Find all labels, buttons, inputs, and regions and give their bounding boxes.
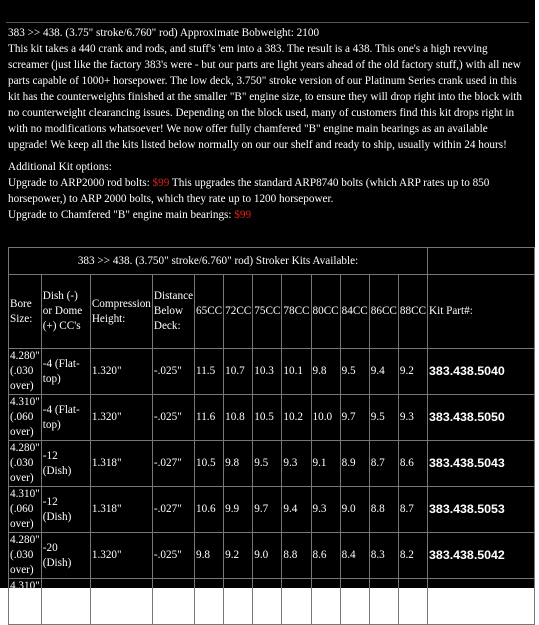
header-78cc: 78CC [282,275,311,349]
compression-height-cell: 1.318" [90,487,152,533]
compression-ratio-cell: 10.7 [224,349,253,395]
table-row [9,349,535,395]
header-88cc: 88CC [398,275,427,349]
compression-ratio-cell: 9.8 [224,441,253,487]
compression-ratio-cell: 9.5 [340,349,369,395]
compression-ratio-cell: 10.3 [253,349,282,395]
kits-table [8,247,535,625]
kit-part-number: 383.438.5052 [428,579,535,625]
bearings-option [8,207,527,223]
options-title: Additional Kit options: [8,161,112,173]
compression-ratio-cell: 9.0 [253,533,282,579]
header-distance: Distance Below Deck: [152,275,194,349]
compression-ratio-cell: 10.6 [195,487,224,533]
compression-ratio-cell: 9.1 [311,441,340,487]
compression-ratio-cell: 9.3 [282,441,311,487]
compression-ratio-cell: 10.2 [282,395,311,441]
compression-height-cell: 1.320" [90,533,152,579]
compression-ratio-cell: 10.8 [224,395,253,441]
bore-size-cell: 4.310" (.060 over) [9,395,42,441]
compression-ratio-cell: 9.2 [398,349,427,395]
compression-height-cell: 1.320" [90,395,152,441]
table-row [9,441,535,487]
compression-ratio-cell: 9.3 [398,395,427,441]
dish-cell: -4 (Flat-top) [41,349,90,395]
header-72cc: 72CC [224,275,253,349]
header-part: Kit Part#: [428,275,535,349]
compression-ratio-cell: 11.6 [195,395,224,441]
compression-ratio-cell: 9.4 [369,349,398,395]
compression-ratio-cell: 9.0 [340,487,369,533]
top-spacer [6,0,529,22]
rod-bolts-label: Upgrade to ARP2000 rod bolts: [8,177,153,189]
bore-size-cell: 4.280" (.030 over) [9,441,42,487]
table-row [9,579,535,625]
dish-cell: -4 (Flat-top) [41,395,90,441]
table-row [9,487,535,533]
rod-bolts-option [8,175,527,207]
table-caption: 383 >> 438. (3.750" stroke/6.760" rod) Stroker Kits Available: [9,248,428,275]
kit-heading: 383 >> 438. (3.75" stroke/6.760" rod) Approximate Bobweight: 2100 [8,27,320,39]
deck-distance-cell: -.027" [152,487,194,533]
bearings-price: $99 [234,209,252,221]
compression-ratio-cell: 10.1 [282,349,311,395]
compression-ratio-cell: 9.1 [253,579,282,625]
bore-size-cell: 4.280" (.030 over) [9,349,42,395]
kit-part-number: 383.438.5053 [428,487,535,533]
compression-ratio-cell: 8.3 [398,579,427,625]
compression-ratio-cell: 9.2 [224,533,253,579]
deck-distance-cell: -.025" [152,533,194,579]
compression-ratio-cell: 8.6 [398,441,427,487]
kit-part-number: 383.438.5043 [428,441,535,487]
compression-height-cell: 1.318" [90,441,152,487]
kits-table-wrapper [0,247,535,625]
compression-ratio-cell: 8.7 [369,441,398,487]
compression-ratio-cell: 8.7 [398,487,427,533]
compression-ratio-cell: 9.9 [195,579,224,625]
header-80cc: 80CC [311,275,340,349]
compression-ratio-cell: 10.5 [195,441,224,487]
compression-ratio-cell: 9.5 [253,441,282,487]
rod-bolts-detail: This upgrades the standard ARP8740 bolts (which ARP rates up to 850 horsepower,) to ARP 2000 bolts, which they rate up to 1200 horsepower. [8,177,490,205]
compression-ratio-cell: 8.8 [282,533,311,579]
caption-blank-cell [428,248,535,275]
bore-size-cell: 4.310" (.060 over) [9,487,42,533]
deck-distance-cell: -.025" [152,395,194,441]
bore-size-cell: 4.280" (.030 over) [9,533,42,579]
table-row [9,395,535,441]
compression-ratio-cell: 8.8 [369,487,398,533]
compression-ratio-cell: 9.8 [195,533,224,579]
compression-height-cell: 1.320" [90,579,152,625]
bearings-label: Upgrade to Chamfered "B" engine main bearings: [8,209,235,221]
additional-options [0,159,535,223]
dish-cell: -20 (Dish) [41,533,90,579]
kit-description: This kit takes a 440 crank and rods, and stuff's 'em into a 383. The result is a 438. This one's a high revving screamer (just like the factory 383's were - but our parts are light years ahead of the old factory stuff,) with all new parts capable of 1000+ horsepower. The low deck, 3.750" stroke version of our Platinum Series crank used in this kit has the counterweights finished at the smaller "B" engine size, to ensure they will drop right into the block with no counterweight clearancing issues. Depending on the block used, many of customers find this kit drops right in with no modifications whatsoever! We now offer fully chamfered "B" engine main bearings as an available upgrade! We keep all the kits listed below normally on our our shelf and ready to ship, usually within 24 hours! [8,43,523,151]
compression-ratio-cell: 8.7 [311,579,340,625]
compression-ratio-cell: 9.5 [369,395,398,441]
compression-ratio-cell: 9.4 [282,487,311,533]
header-compression: Compression Height: [90,275,152,349]
header-bore: Bore Size: [9,275,42,349]
deck-distance-cell: -.027" [152,441,194,487]
deck-distance-cell: -.025" [152,349,194,395]
bore-size-cell: 4.310" (.060 over) [9,579,42,625]
compression-ratio-cell: 8.9 [340,441,369,487]
dish-cell: -20 (Dish) [41,579,90,625]
header-dish: Dish (-) or Dome (+) CC's [41,275,90,349]
compression-ratio-cell: 9.7 [340,395,369,441]
compression-height-cell: 1.320" [90,349,152,395]
dish-cell: -12 (Dish) [41,487,90,533]
header-84cc: 84CC [340,275,369,349]
compression-ratio-cell: 8.4 [369,579,398,625]
compression-ratio-cell: 8.6 [311,533,340,579]
compression-ratio-cell: 11.5 [195,349,224,395]
compression-ratio-cell: 8.4 [340,533,369,579]
compression-ratio-cell: 8.3 [369,533,398,579]
compression-ratio-cell: 9.9 [224,487,253,533]
deck-distance-cell: -.025" [152,579,194,625]
table-row [9,533,535,579]
kit-part-number: 383.438.5042 [428,533,535,579]
compression-ratio-cell: 8.5 [340,579,369,625]
kit-part-number: 383.438.5050 [428,395,535,441]
compression-ratio-cell: 10.5 [253,395,282,441]
compression-ratio-cell: 9.3 [224,579,253,625]
compression-ratio-cell: 8.9 [282,579,311,625]
compression-ratio-cell: 9.3 [311,487,340,533]
compression-ratio-cell: 8.2 [398,533,427,579]
header-75cc: 75CC [253,275,282,349]
compression-ratio-cell: 9.8 [311,349,340,395]
dish-cell: -12 (Dish) [41,441,90,487]
rod-bolts-price: $99 [152,177,170,189]
compression-ratio-cell: 10.0 [311,395,340,441]
header-65cc: 65CC [195,275,224,349]
kit-part-number: 383.438.5040 [428,349,535,395]
compression-ratio-cell: 9.7 [253,487,282,533]
header-86cc: 86CC [369,275,398,349]
